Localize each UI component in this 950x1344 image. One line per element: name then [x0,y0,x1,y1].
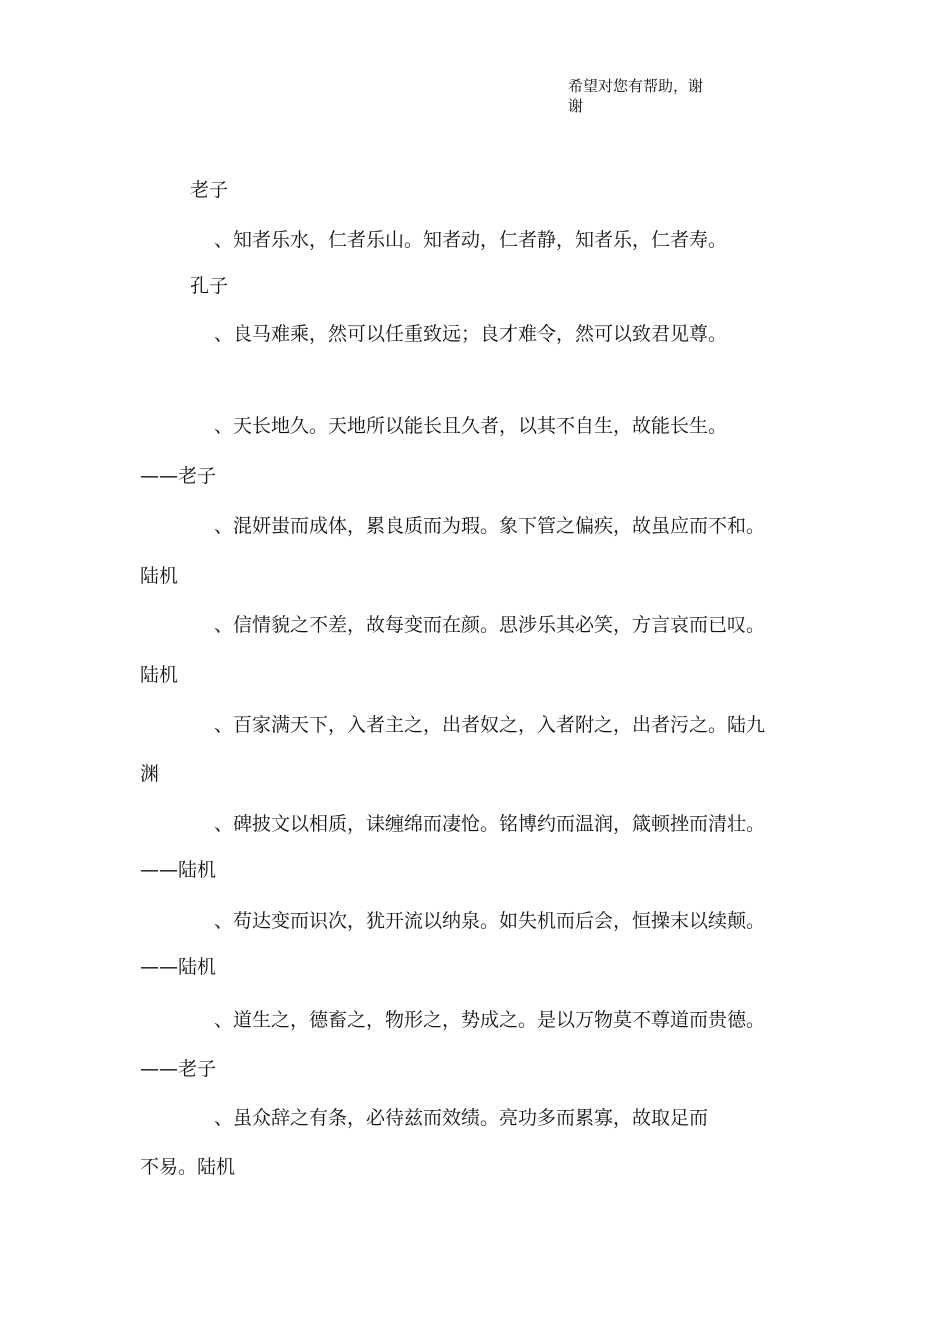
author-line: 老子 [190,179,229,201]
author-line: ——老子 [140,1058,217,1080]
quote-line: 、良马难乘，然可以任重致远；良才难令，然可以致君见尊。 [214,323,728,345]
author-line: 不易。陆机 [140,1156,236,1178]
author-line: ——陆机 [140,956,217,978]
header-note [568,76,738,116]
header-note-line-2: 谢 [568,97,584,115]
author-line: 陆机 [140,664,179,686]
author-line: ——陆机 [140,859,217,881]
quote-line: 、混妍蚩而成体，累良质而为瑕。象下管之偏疾，故虽应而不和。 [214,515,766,537]
quote-line: 、天长地久。天地所以能长且久者，以其不自生，故能长生。 [214,415,728,437]
quote-line: 、苟达变而识次，犹开流以纳泉。如失机而后会，恒操末以续颠。 [214,910,766,932]
author-line: 陆机 [140,565,179,587]
header-note-line-1: 希望对您有帮助，谢 [568,77,704,95]
quote-line: 、道生之，德畜之，物形之，势成之。是以万物莫不尊道而贵德。 [214,1009,766,1031]
author-line: 孔子 [190,275,229,297]
author-line: 渊 [140,763,160,785]
author-line: ——老子 [140,465,217,487]
quote-line: 、信情貌之不差，故每变而在颜。思涉乐其必笑，方言哀而已叹。 [214,614,766,636]
quote-line: 、百家满天下，入者主之，出者奴之，入者附之，出者污之。陆九 [214,714,766,736]
quote-line: 、知者乐水，仁者乐山。知者动，仁者静，知者乐，仁者寿。 [214,229,728,251]
quote-line: 、碑披文以相质，诔缠绵而凄怆。铭博约而温润，箴顿挫而清壮。 [214,813,766,835]
quote-line: 、虽众辞之有条，必待兹而效绩。亮功多而累寡，故取足而 [214,1107,709,1129]
